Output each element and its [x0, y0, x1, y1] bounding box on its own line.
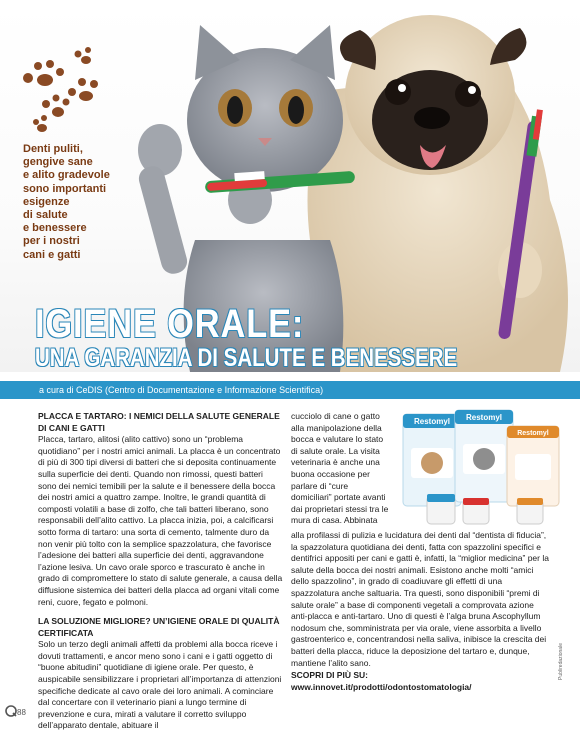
- tagline-line: cani e gatti: [23, 248, 81, 261]
- product-brand-label: Restomyl: [517, 430, 549, 437]
- page-number: 88: [17, 708, 26, 717]
- section1-heading: PLACCA E TARTARO: I NEMICI DELLA SALUTE GENERALE DI CANI E GATTI: [38, 411, 280, 433]
- article-subtitle: UNA GARANZIA DI SALUTE E BENESSERE: [35, 344, 458, 372]
- tagline-line: di salute: [23, 209, 68, 222]
- tagline-line: per i nostri: [23, 235, 80, 248]
- tagline-line: e alito gradevole: [23, 169, 110, 182]
- product-brand-label: Restomyl: [413, 417, 451, 426]
- magazine-logo-icon: [5, 704, 35, 718]
- product-packshot: [397, 408, 562, 528]
- page-number-badge: [5, 704, 35, 718]
- tagline-line: esigenze: [23, 195, 70, 208]
- middle-body: cucciolo di cane o gatto alla manipolazione della bocca e valutare lo stato di salute orale. La visita veterinaria è anche una buona occasione per parlare di “cure domiciliari” portate avanti dai proprietari stessi tra le mura di casa. Abbinata: [291, 411, 389, 526]
- section2-heading: LA SOLUZIONE MIGLIORE? UN’IGIENE ORALE DI QUALITÀ CERTIFICATA: [38, 616, 280, 638]
- paw-prints-icon: [23, 47, 98, 132]
- section1-body: Placca, tartaro, alitosi (alito cattivo) sono un “problema quotidiano” per i nostri amici animali. La placca è un concentrato di più di 300 tipi diversi di batteri che si deposita continuamente sulla superficie dei denti. Quando non rimossi, questi batteri sono dei nemici temibili per la salute e il benessere della bocca dei nostri amici a quattro zampe. Inoltre, le grandi quantità di composti volatili a base di zolfo, che tali batteri liberano, sono responsabili dell’alito cattivo. La placca inizia, poi, a calcificarsi sotto forma di tartaro: una sorta di cemento, talmente duro da non venir più tolto con la semplice spazzolatura, che favorisce l’adesione dei batteri alla superficie dei denti, aggravandone l’azione lesiva. Un cavo orale sporco e trascurato è anche in grado di compromettere lo stato di salute generale, a causa della diffusione sistemica dei batteri della placca ad organi vitali come reni, cuore, fegato e polmoni.: [38, 434, 283, 607]
- publiredazionale-label: Publiredazionale: [558, 643, 564, 680]
- article-title: IGIENE ORALE:: [35, 302, 305, 346]
- product-brand-label: Restomyl: [465, 413, 503, 422]
- right-column: [291, 530, 551, 693]
- middle-column: [291, 411, 391, 527]
- tagline-line: gengive sane: [23, 156, 93, 169]
- product-link[interactable]: www.innovet.it/prodotti/odontostomatologia/: [291, 681, 472, 692]
- left-column: [38, 411, 283, 732]
- tagline-line: e benessere: [23, 222, 87, 235]
- tagline: [23, 143, 133, 262]
- tagline-line: sono importanti: [23, 182, 107, 195]
- right-body: alla profilassi di pulizia e lucidatura dei denti dal “dentista di fiducia”, la spazzolatura quotidiana dei denti, fatta con spazzolini specifici e dentifrici appositi per cani e gatti è, infatti, la “miglior medicina” per la salute della bocca dei nostri animali. Esistono anche molti “amici dello spazzolino”, in grado di coadiuvare gli effetti di una spazzolatura anche saltuaria. Tra questi, sono disponibili “premi di salute orale” a base di componenti vegetali a comprovata azione anti-placca e anti-tartaro. Uno di questi è l’alga bruna Ascophyllum nodosum che, somministrata per via orale, viene assorbita a livello gastroenterico e, concentrandosi nella saliva, inibisce la crescita dei batteri della placca, riduce la deposizione del tartaro e, dunque, mantiene l’alito sano.: [291, 530, 549, 668]
- cta-heading: SCOPRI DI PIÙ SU:: [291, 670, 368, 681]
- section2-body: Solo un terzo degli animali affetti da problemi alla bocca riceve i dovuti trattamenti, e ancor meno sono i cani e i gatti oggetto di “buone abitudini” quotidiane di igiene orale. Per questo, è auspicabile sensibilizzare i proprietari all’importanza di attenzioni specifiche dedicate al cavo orale dei loro animali. A cominciare dal concertare con il veterinario piani a lungo termine di prevenzione e cura, mirati a valutare il corretto sviluppo dell’apparato dentale, abituare il: [38, 639, 282, 731]
- tagline-line: Denti puliti,: [23, 143, 83, 155]
- byline-bar: [0, 381, 580, 399]
- byline-text: a cura di CeDIS (Centro di Documentazione e Informazione Scientifica): [39, 385, 324, 395]
